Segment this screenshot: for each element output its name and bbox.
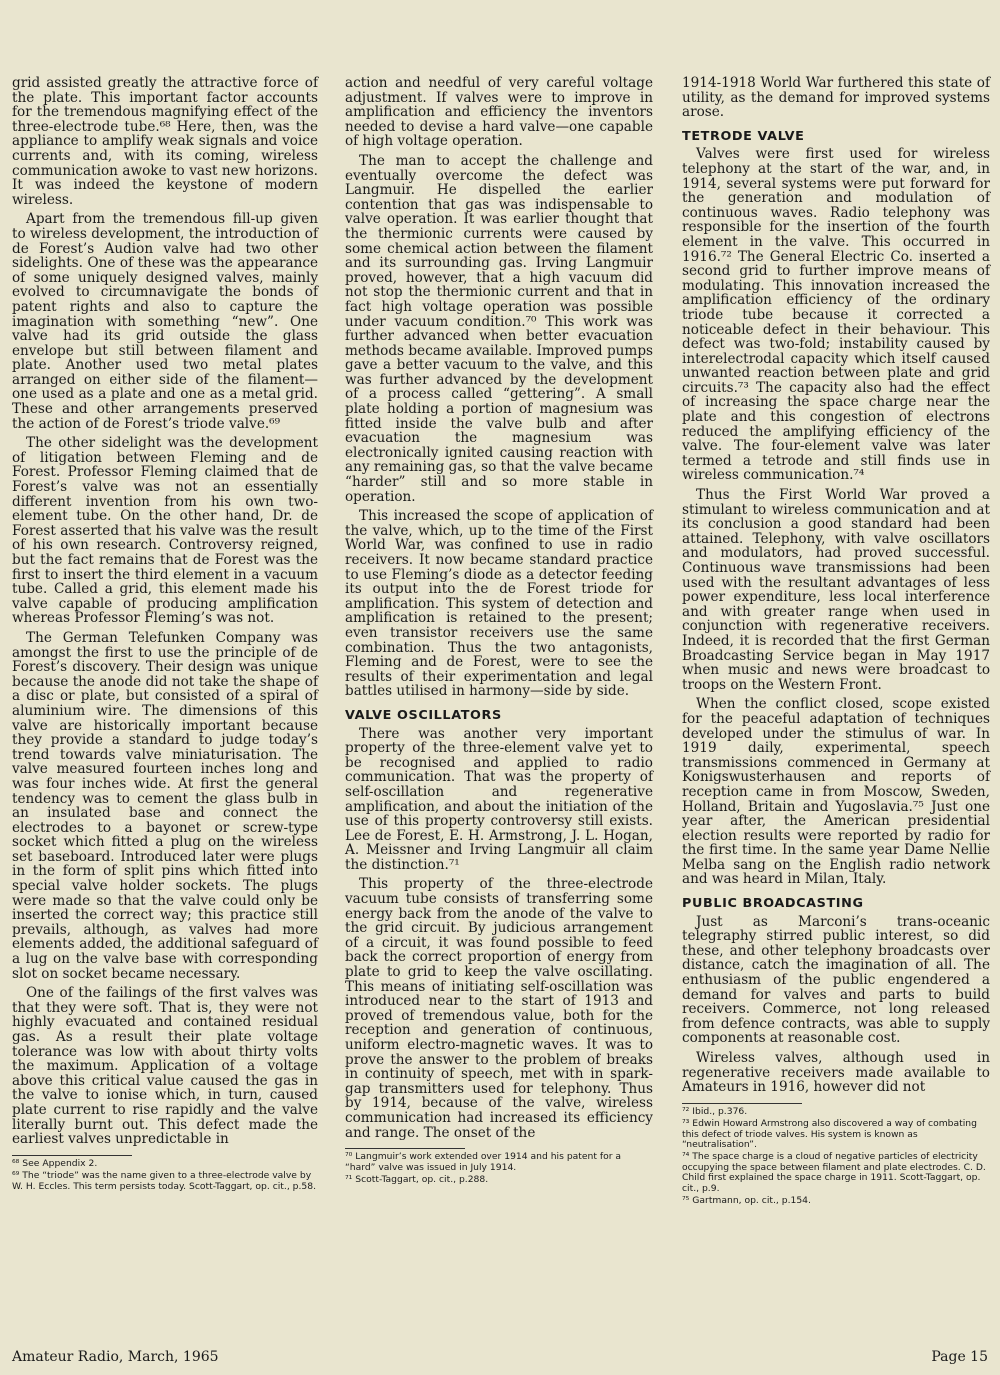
column-3 bbox=[682, 76, 990, 1208]
paragraph: Valves were first used for wireless telephony at the start of the war, and, in 1914, several systems were put forward for the generation and modulation of continuous waves. Radio telephony was responsible for the insertion of the fourth element in the valve. This occurred in 1916.⁷² The General Electric Co. inserted a second grid to further improve means of modulating. This innovation increased the amplification efficiency of the ordinary triode tube because it corrected a noticeable defect in their behaviour. This defect was two-fold; instability caused by interelectrodal capacity which itself caused unwanted reaction between plate and grid circuits.⁷³ The capacity also had the effect of increasing the space charge near the plate and this congestion of electrons reduced the amplifying efficiency of the valve. The four-element valve was later termed a tetrode and still finds use in wireless communication.⁷⁴ bbox=[682, 146, 990, 484]
footnote: ⁷⁴ The space charge is a cloud of negative particles of electricity occupying the space between filament and plate electrodes. C. D. Child first explained the space charge in 1911. Scott-Taggart, op. cit., p.9. bbox=[682, 1151, 986, 1194]
paragraph: action and needful of very careful voltage adjustment. If valves were to improve in amplification and efficiency the inventors needed to devise a hard valve—one capable of high voltage operation. bbox=[345, 75, 653, 150]
column-1 bbox=[12, 76, 318, 1194]
footnote-divider bbox=[12, 1155, 132, 1156]
footnote: ⁷⁵ Gartmann, op. cit., p.154. bbox=[682, 1195, 811, 1207]
paragraph: The German Telefunken Company was amongst the first to use the principle of de Forest’s discovery. Their design was unique because the anode did not take the shape of a disc or plate, but consisted of a spiral of aluminium wire. The dimensions of this valve are historically important because they provide a standard to judge today’s trend towards valve miniaturisation. The valve measured fourteen inches long and was four inches wide. At first the general tendency was to cement the glass bulb in an insulated base and connect the electrodes to a bayonet or screw-type socket which fitted a plug on the wireless set baseboard. Introduced later were plugs in the form of split pins which fitted into special valve holder sockets. The plugs were made so that the valve could only be inserted the correct way; this practice still prevails, although, as valves had more elements added, the additional safeguard of a lug on the valve base with corresponding slot on socket became necessary. bbox=[12, 629, 318, 982]
paragraph: The man to accept the challenge and eventually overcome the defect was Langmuir. He dispelled the earlier contention that gas was indispensable to valve operation. It was earlier thought that the thermionic currents were caused by some chemical action between the filament and its surrounding gas. Irving Langmuir proved, however, that a high vacuum did not stop the thermionic current and that in fact high voltage operation was possible under vacuum condition.⁷⁰ This work was further advanced when better evacuation methods became available. Improved pumps gave a better vacuum to the valve, and this was further advanced by the development of a process called “gettering”. A small plate holding a portion of magnesium was fitted inside the valve bulb and after evacuation the magnesium was electronically ignited causing reaction with any remaining gas, so that the valve became “harder” still and so more stable in operation. bbox=[345, 152, 653, 505]
publication-footer: Amateur Radio, March, 1965 bbox=[12, 1349, 219, 1365]
footnote-divider bbox=[682, 1103, 802, 1104]
footnote: ⁶⁸ See Appendix 2. bbox=[12, 1157, 98, 1169]
paragraph: Thus the First World War proved a stimulant to wireless communication and at its conclusion a good standard had been attained. Telephony, with valve oscillators and modulators, had proved successful. Continuous wave transmissions had been used with the resultant advantages of less power expenditure, less local interference and with greater range when used in conjunction with regenerative receivers. Indeed, it is recorded that the first German Broadcasting Service began in May 1917 when music and news were broadcast to troops on the Western Front. bbox=[682, 487, 990, 693]
paragraph: Apart from the tremendous fill-up given to wireless development, the introduction of de Forest’s Audion valve had two other sidelights. One of these was the appearance of some uniquely designed valves, mainly evolved to circumnavigate the bonds of patent rights and also to capture the imagination with something “new”. One valve had its grid outside the glass envelope but still between filament and plate. Another used two metal plates arranged on either side of the filament—one used as a plate and one as a metal grid. These and other arrangements preserved the action of de Forest’s triode valve.⁶⁹ bbox=[12, 211, 318, 432]
paragraph: Wireless valves, although used in regenerative receivers made available to Amateurs in 1916, however did not bbox=[682, 1050, 990, 1096]
footnote-divider bbox=[345, 1148, 465, 1149]
paragraph: grid assisted greatly the attractive force of the plate. This important factor accounts for the tremendous magnifying effect of the three-electrode tube.⁶⁸ Here, then, was the appliance to amplify weak signals and voice currents and, with its coming, wireless communication awoke to vast new horizons. It was indeed the keystone of modern wireless. bbox=[12, 75, 318, 208]
section-heading: VALVE OSCILLATORS bbox=[345, 707, 502, 723]
paragraph: This property of the three-electrode vacuum tube consists of transferring some energy back from the anode of the valve to the grid circuit. By judicious arrangement of a circuit, it was found possible to feed back the correct proportion of energy from plate to grid to keep the valve oscillating. This means of initiating self-oscillation was introduced near to the start of 1913 and proved of tremendous value, both for the reception and generation of continuous, uniform electro-magnetic waves. It was to prove the answer to the problem of breaks in continuity of speech, met with in spark-gap transmitters used for telephony. Thus by 1914, because of the valve, wireless communication had increased its efficiency and range. The onset of the bbox=[345, 876, 653, 1141]
footnote: ⁷² Ibid., p.376. bbox=[682, 1105, 748, 1117]
paragraph: 1914-1918 World War furthered this state of utility, as the demand for improved systems arose. bbox=[682, 75, 990, 121]
footnote: ⁶⁹ The “triode” was the name given to a three-electrode valve by W. H. Eccles. This term persists today. Scott-Taggart, op. cit., p.58. bbox=[12, 1170, 317, 1192]
paragraph: Just as Marconi’s trans-oceanic telegraphy stirred public interest, so did these, and other telephony broadcasts over distance, catch the imagination of all. The enthusiasm of the public engendered a demand for valves and parts to build receivers. Commerce, not long released from defence contracts, was able to supply components at reasonable cost. bbox=[682, 913, 990, 1047]
footnote: ⁷¹ Scott-Taggart, op. cit., p.288. bbox=[345, 1173, 489, 1185]
section-heading: TETRODE VALVE bbox=[682, 128, 805, 144]
page-number: Page 15 bbox=[931, 1349, 988, 1365]
paragraph: When the conflict closed, scope existed for the peaceful adaptation of techniques developed under the stimulus of war. In 1919 daily, experimental, speech transmissions commenced in Germany at Konigswusterhausen and reports of reception came in from Moscow, Sweden, Holland, Britain and Yugoslavia.⁷⁵ Just one year after, the American presidential election results were reported by radio for the first time. In the same year Dame Nellie Melba sang on the English radio network and was heard in Milan, Italy. bbox=[682, 696, 990, 888]
paragraph: This increased the scope of application of the valve, which, up to the time of the First World War, was confined to use in radio receivers. It now became standard practice to use Fleming’s diode as a detector feeding its output into the de Forest triode for amplification. This system of detection and amplification is retained to the present; even transistor receivers use the same combination. Thus the two antagonists, Fleming and de Forest, were to see the results of their experimentation and legal battles utilised in harmony—side by side. bbox=[345, 508, 653, 700]
section-heading: PUBLIC BROADCASTING bbox=[682, 896, 864, 912]
column-2 bbox=[345, 76, 653, 1187]
footnote: ⁷⁰ Langmuir’s work extended over 1914 and his patent for a “hard” valve was issued in July 1914. bbox=[345, 1151, 622, 1173]
paragraph: One of the failings of the first valves was that they were soft. That is, they were not highly evacuated and contained residual gas. As a result their plate voltage tolerance was low with about thirty volts the maximum. Application of a voltage above this critical value caused the gas in the valve to ionise which, in turn, caused plate current to rise rapidly and the valve literally burnt out. This defect made the earliest valves unpredictable in bbox=[12, 985, 318, 1148]
footnote: ⁷³ Edwin Howard Armstrong also discovered a way of combating this defect of triode valves. His system is known as “neutralisation”. bbox=[682, 1118, 977, 1150]
paragraph: The other sidelight was the development of litigation between Fleming and de Forest. Professor Fleming claimed that de Forest’s valve was not an essentially different invention from his own two-element tube. On the other hand, Dr. de Forest asserted that his valve was the result of his own research. Controversy reigned, but the fact remains that de Forest was the first to insert the third element in a vacuum tube. Called a grid, this element made his valve capable of producing amplification whereas Professor Fleming’s was not. bbox=[12, 435, 318, 627]
paragraph: There was another very important property of the three-element valve yet to be recognised and applied to radio communication. That was the property of self-oscillation and regenerative amplification, and about the initiation of the use of this property controversy still exists. Lee de Forest, E. H. Armstrong, J. L. Hogan, A. Meissner and Irving Langmuir all claim the distinction.⁷¹ bbox=[345, 725, 653, 873]
